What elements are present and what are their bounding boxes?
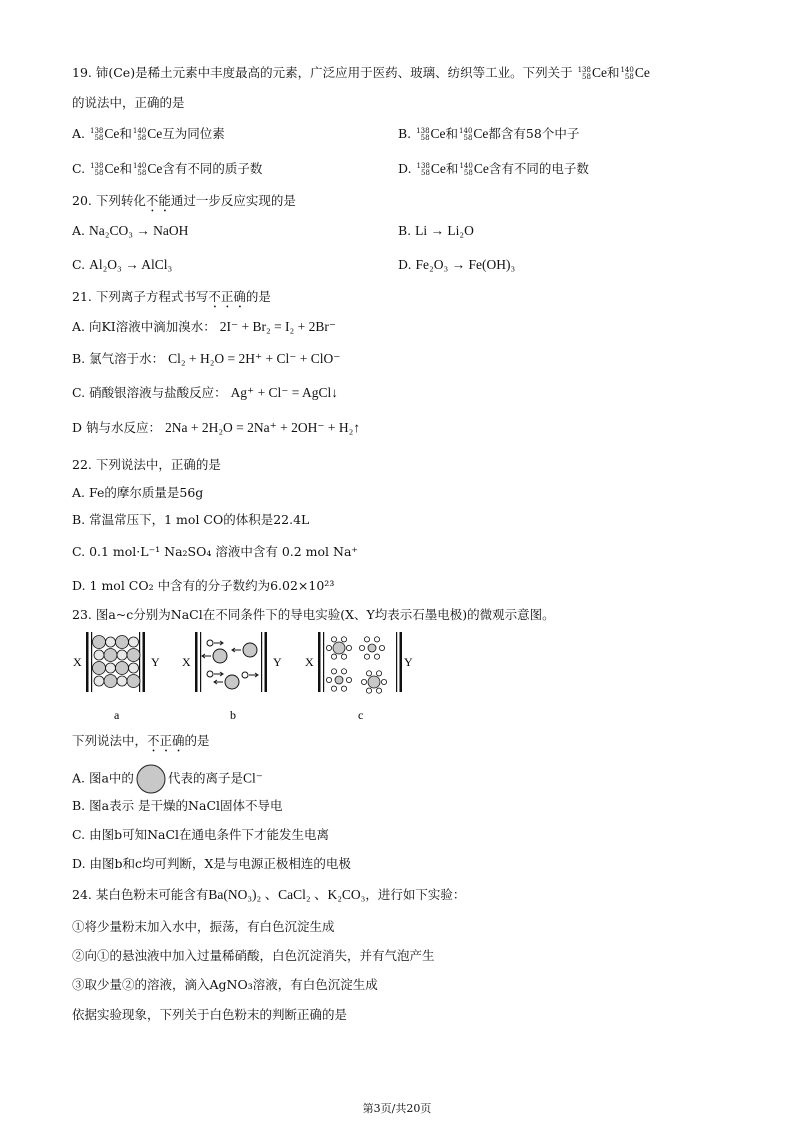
q20-option-d: D. Fe₂O₃ → Fe(OH)₃ (398, 257, 516, 272)
q24-stem: 24. 某白色粉末可能含有Ba(NO₃)₂ 、CaCl₂ 、K₂CO₃，进行如下实验： (72, 887, 466, 902)
small-ion (117, 676, 127, 686)
water-molecule (374, 637, 379, 642)
nacl-lattice (93, 636, 141, 688)
q21-option-a: A. 向KI溶液中滴加溴水： 2I⁻ + Br₂ = I₂ + 2Br⁻ (72, 319, 336, 334)
q20-stem: 20. 下列转化不能通过一步反应实现的是 (72, 193, 296, 208)
small-ion (94, 650, 104, 660)
large-ion (93, 636, 106, 649)
q21-stem: 21. 下列离子方程式书写不正确的是 (72, 289, 271, 304)
large-ion-icon (135, 764, 167, 794)
q20-option-b: B. Li → Li₂O (398, 223, 474, 238)
q21-option-b: B. 氯气溶于水： Cl₂ + H₂O = 2H⁺ + Cl⁻ + ClO⁻ (72, 351, 341, 366)
water-molecule (364, 637, 369, 642)
electrode-x (86, 632, 89, 692)
q23-sub-stem: 下列说法中，不正确的是 (72, 733, 210, 748)
q23-option-b: B. 图a表示 是干燥的NaCl固体不导电 (72, 798, 283, 813)
water-molecule (341, 669, 346, 674)
electrode-x-label-c: X (305, 655, 314, 669)
isotope-ce138: 138 58 Ce (577, 65, 607, 81)
water-molecule (381, 679, 386, 684)
water-molecule (359, 645, 364, 650)
water-molecule (366, 688, 371, 693)
water-molecule (331, 654, 336, 659)
small-ion (129, 663, 139, 673)
hydrated-ion-core (333, 642, 345, 654)
small-ion (106, 637, 116, 647)
large-ion (116, 662, 129, 675)
q22-option-d: D. 1 mol CO₂ 中含有的分子数约为6.02×10²³ (72, 578, 335, 593)
water-molecule (361, 679, 366, 684)
q24-question: 依据实验现象，下列关于白色粉末的判断正确的是 (72, 1007, 348, 1022)
water-molecule (376, 688, 381, 693)
figure-label-a: a (114, 708, 120, 722)
water-molecule (341, 637, 346, 642)
figure-label-b: b (230, 708, 236, 722)
water-molecule (331, 669, 336, 674)
q21-option-d: D 钠与水反应： 2Na + 2H₂O = 2Na⁺ + 2OH⁻ + H₂↑ (72, 420, 361, 435)
q23-option-d: D. 由图b和c均可判断，X是与电源正极相连的电极 (72, 856, 351, 871)
large-ion (104, 675, 117, 688)
q19-option-a: A. 138 58 Ce和 140 58 Ce互为同位素 (72, 126, 225, 142)
q22-stem: 22. 下列说法中，正确的是 (72, 457, 221, 472)
small-ion (117, 650, 127, 660)
q20-option-a: A. Na₂CO₃ → NaOH (72, 223, 189, 238)
q24-step-1: ①将少量粉末加入水中，振荡，有白色沉淀生成 (72, 919, 335, 934)
large-ion (93, 662, 106, 675)
water-molecule (331, 637, 336, 642)
large-ion (116, 636, 129, 649)
large-ion (104, 649, 117, 662)
q19-option-d: D. 138 58 Ce和 140 58 Ce含有不同的电子数 (398, 161, 589, 177)
water-molecule (341, 686, 346, 691)
water-molecule (376, 671, 381, 676)
isotope-ce140: 140 58 Ce (620, 65, 650, 81)
large-ion (127, 649, 140, 662)
electrode-y (143, 632, 146, 692)
small-ion (94, 676, 104, 686)
figure-c (305, 632, 413, 722)
water-molecule (346, 677, 351, 682)
water-molecule (366, 671, 371, 676)
q22-option-b: B. 常温常压下，1 mol CO的体积是22.4L (72, 512, 310, 527)
electrode-y-label: Y (151, 655, 160, 669)
electrode-x-label-b: X (182, 655, 191, 669)
hydrated-ions (326, 637, 386, 694)
q22-option-a: A. Fe的摩尔质量是56g (72, 485, 204, 500)
water-molecule (326, 677, 331, 682)
q19-stem-end: 的说法中，正确的是 (72, 95, 185, 110)
q24-step-2: ②向①的悬浊液中加入过量稀硝酸，白色沉淀消失，并有气泡产生 (72, 948, 435, 963)
hydrated-ion-core (335, 676, 343, 684)
q23-diagram (70, 626, 430, 730)
electrode-y-label-b: Y (273, 655, 282, 669)
figure-a (73, 632, 160, 722)
water-molecule (364, 654, 369, 659)
q22-option-c: C. 0.1 mol·L⁻¹ Na₂SO₄ 溶液中含有 0.2 mol Na⁺ (72, 544, 359, 559)
small-ion (129, 637, 139, 647)
water-molecule (346, 645, 351, 650)
water-molecule (379, 645, 384, 650)
q21-option-c: C. 硝酸银溶液与盐酸反应： Ag⁺ + Cl⁻ = AgCl↓ (72, 385, 339, 400)
water-molecule (331, 686, 336, 691)
small-ion (106, 663, 116, 673)
q19-stem: 19. 铈(Ce)是稀土元素中丰度最高的元素，广泛应用于医药、玻璃、纺织等工业。下列关于 138 58 Ce和 140 58 Ce (72, 65, 650, 81)
hydrated-ion-core (368, 644, 376, 652)
electrode-y-label-c: Y (404, 655, 413, 669)
q23-stem: 23. 图a~c分别为NaCl在不同条件下的导电实验(X、Y均表示石墨电极)的微观示意图。 (72, 607, 555, 622)
page-footer: 第3页/共20页 (362, 1102, 432, 1115)
q19-option-c: C. 138 58 Ce和 140 58 Ce含有不同的质子数 (72, 161, 263, 177)
figure-label-c: c (358, 708, 364, 722)
figure-b (182, 632, 282, 722)
electrode-x-label: X (73, 655, 82, 669)
hydrated-ion-core (368, 676, 380, 688)
q20-option-c: C. Al₂O₃ → AlCl₃ (72, 257, 173, 272)
q23-option-c: C. 由图b可知NaCl在通电条件下才能发生电离 (72, 827, 330, 842)
water-molecule (341, 654, 346, 659)
q19-option-b: B. 138 58 Ce和 140 58 Ce都含有58个中子 (398, 126, 580, 142)
q23-option-a: A. 图a中的 代表的离子是Cl⁻ (72, 764, 263, 794)
q24-step-3: ③取少量②的溶液，滴入AgNO₃溶液，有白色沉淀生成 (72, 977, 378, 992)
water-molecule (374, 654, 379, 659)
water-molecule (326, 645, 331, 650)
large-ion (127, 675, 140, 688)
